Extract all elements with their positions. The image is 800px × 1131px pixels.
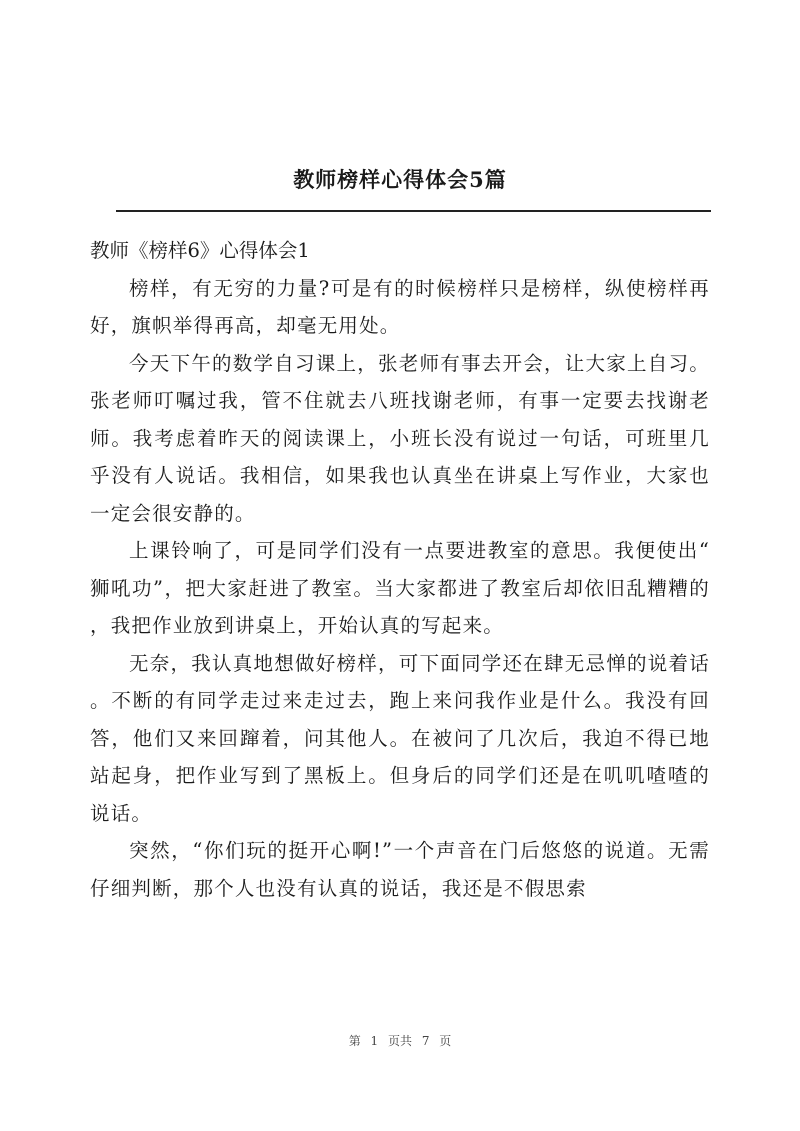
paragraph-5: 突然，“你们玩的挺开心啊!”一个声音在门后悠悠的说道。无需仔细判断，那个人也没有认真的说话，我还是不假思索 — [90, 839, 710, 900]
page-title: 教师榜样心得体会5篇 — [293, 167, 507, 192]
paragraph-1: 榜样，有无穷的力量?可是有的时候榜样只是榜样，纵使榜样再好，旗帜举得再高，却毫无用处。 — [90, 276, 710, 337]
title-divider — [116, 210, 711, 212]
paragraph-4: 无奈，我认真地想做好榜样，可下面同学还在肆无忌惮的说着话。不断的有同学走过来走过去，跑上来问我作业是什么。我没有回答，他们又来回蹿着，问其他人。在被问了几次后，我迫不得已地站起身，把作业写到了黑板上。但身后的同学们还是在叽叽喳喳的说话。 — [90, 651, 710, 825]
document-body — [90, 232, 710, 907]
page-footer: 第 1 页共 7 页 — [348, 1034, 452, 1048]
paragraph-2: 今天下午的数学自习课上，张老师有事去开会，让大家上自习。张老师叮嘱过我，管不住就去八班找谢老师，有事一定要去找谢老师。我考虑着昨天的阅读课上，小班长没有说过一句话，可班里几乎没有人说话。我相信，如果我也认真坐在讲桌上写作业，大家也一定会很安静的。 — [90, 351, 710, 525]
section-subtitle: 教师《榜样6》心得体会1 — [90, 239, 310, 262]
paragraph-3: 上课铃响了，可是同学们没有一点要进教室的意思。我便使出“狮吼功”，把大家赶进了教室。当大家都进了教室后却依旧乱糟糟的，我把作业放到讲桌上，开始认真的写起来。 — [90, 539, 710, 637]
